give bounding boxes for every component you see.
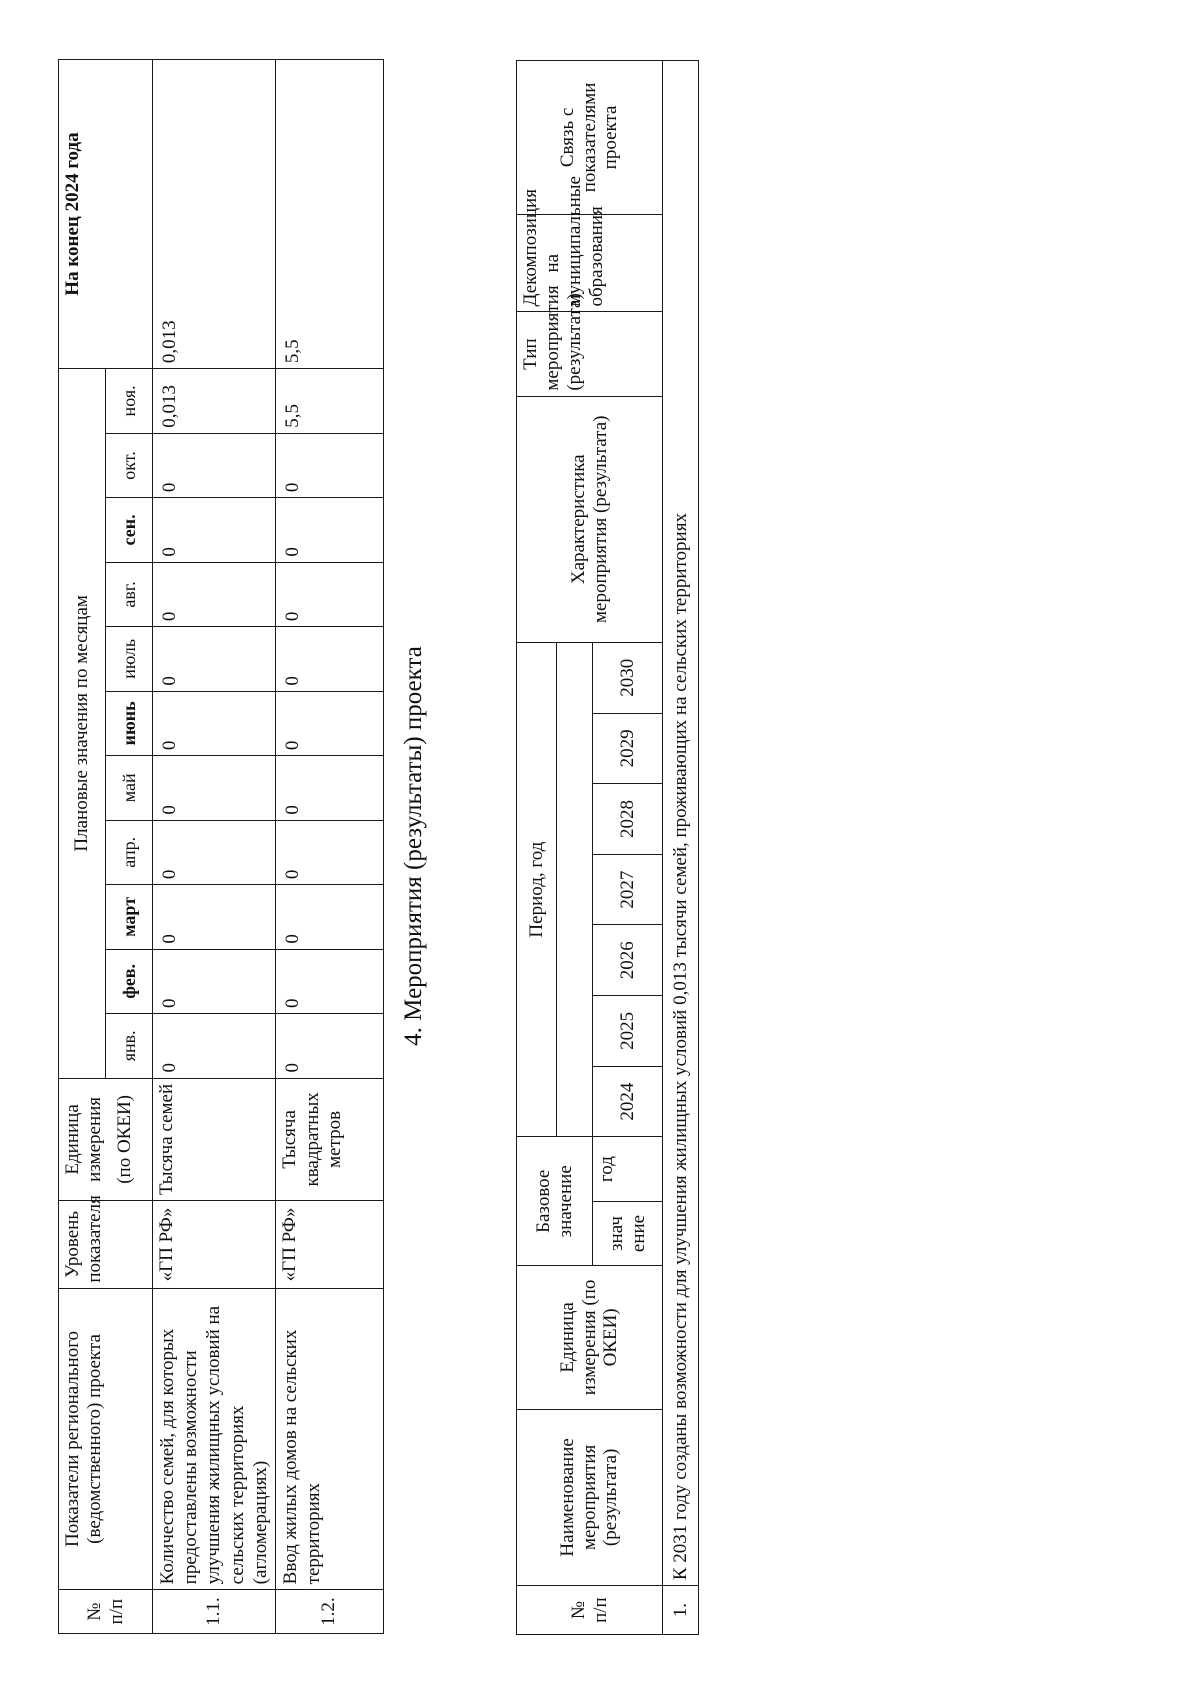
row-month-value: 0 (153, 885, 276, 949)
month-nov: ноя. (106, 369, 153, 434)
header-unit: Единица измерения (по ОКЕИ) (517, 1266, 663, 1409)
header-decomposition: Декомпозиция на муниципальные образования (517, 214, 663, 312)
month-oct: окт. (106, 433, 153, 497)
row-month-value: 0 (275, 885, 383, 949)
row-month-value: 0 (275, 627, 383, 691)
row-num: 1.2. (275, 1590, 383, 1634)
row-num: 1.1. (153, 1590, 276, 1634)
month-aug: авг. (106, 562, 153, 626)
row-month-value: 0 (153, 433, 276, 497)
header-year: 2029 (593, 713, 663, 784)
row-month-value: 0 (275, 1014, 383, 1078)
header-year: 2026 (593, 925, 663, 996)
measures-table (516, 60, 699, 1635)
header-unit-line1: Единица измерения (62, 1096, 105, 1182)
header-base-year: год (593, 1137, 663, 1201)
header-year: 2030 (593, 642, 663, 713)
row-text: К 2031 году созданы возможности для улучшения жилищных условий 0,013 тысячи семей, проживающих на сельских территориях (663, 61, 699, 1586)
row-month-value: 0 (153, 756, 276, 820)
header-year: 2024 (593, 1066, 663, 1137)
table-row (663, 61, 699, 1635)
header-level: Уровень показателя (59, 1201, 153, 1288)
row-month-value: 0 (275, 756, 383, 820)
header-period: Период, год (517, 642, 557, 1137)
row-month-value: 0 (153, 627, 276, 691)
header-characteristic: Характеристика мероприятия (результата) (517, 396, 663, 642)
row-month-value: 0 (153, 949, 276, 1013)
header-base-value: знач ение (593, 1201, 663, 1265)
row-level: «ГП РФ» (153, 1201, 276, 1288)
row-indicator: Количество семей, для которых предоставлены возможности улучшения жилищных условий на сельских территориях (агломерациях) (153, 1288, 276, 1590)
row-unit: Тысяча квадратных метров (275, 1078, 383, 1201)
row-month-value: 0 (275, 498, 383, 562)
month-sep: сен. (106, 498, 153, 562)
header-year: 2028 (593, 784, 663, 855)
row-month-value: 0 (153, 562, 276, 626)
month-jun: июнь (106, 691, 153, 755)
row-end-of-year: 5,5 (275, 60, 383, 369)
header-unit (59, 1078, 153, 1201)
row-month-value: 0 (275, 562, 383, 626)
row-end-of-year: 0,013 (153, 60, 276, 369)
row-unit: Тысяча семей (153, 1078, 276, 1201)
row-month-value: 0 (275, 949, 383, 1013)
month-jul: июль (106, 627, 153, 691)
month-jan: янв. (106, 1014, 153, 1078)
row-month-value: 0 (153, 820, 276, 884)
month-apr: апр. (106, 820, 153, 884)
header-planned: Плановые значения по месяцам (59, 369, 106, 1078)
month-may: май (106, 756, 153, 820)
table-row (153, 60, 276, 1634)
row-month-value: 0 (153, 691, 276, 755)
header-year: 2027 (593, 854, 663, 925)
month-mar: март (106, 885, 153, 949)
header-name: Наименование мероприятия (результата) (517, 1409, 663, 1586)
month-feb: фев. (106, 949, 153, 1013)
header-end-of-year: На конец 2024 года (59, 60, 153, 369)
row-month-value: 0 (153, 1014, 276, 1078)
row-month-value: 0 (275, 433, 383, 497)
header-type: Тип мероприятия (результата) (517, 312, 663, 396)
section-title: 4. Мероприятия (результаты) проекта (400, 646, 427, 1046)
header-indicator: Показатели регионального (ведомственного) проекта (59, 1288, 153, 1590)
header-unit-line2: (по ОКЕИ) (113, 1095, 135, 1184)
header-base: Базовое значение (517, 1137, 593, 1266)
row-level: «ГП РФ» (275, 1201, 383, 1288)
row-month-value: 5,5 (275, 369, 383, 434)
header-link: Связь с показателями проекта (517, 61, 663, 215)
row-indicator: Ввод жилых домов на сельских территориях (275, 1288, 383, 1590)
indicators-table (58, 59, 384, 1634)
period-spacer (557, 642, 593, 1137)
row-num: 1. (663, 1586, 699, 1635)
table-row (275, 60, 383, 1634)
header-num: № п/п (59, 1590, 153, 1634)
header-year: 2025 (593, 996, 663, 1067)
row-month-value: 0 (153, 498, 276, 562)
row-month-value: 0 (275, 820, 383, 884)
row-month-value: 0,013 (153, 369, 276, 434)
row-month-value: 0 (275, 691, 383, 755)
header-num: № п/п (517, 1586, 663, 1635)
